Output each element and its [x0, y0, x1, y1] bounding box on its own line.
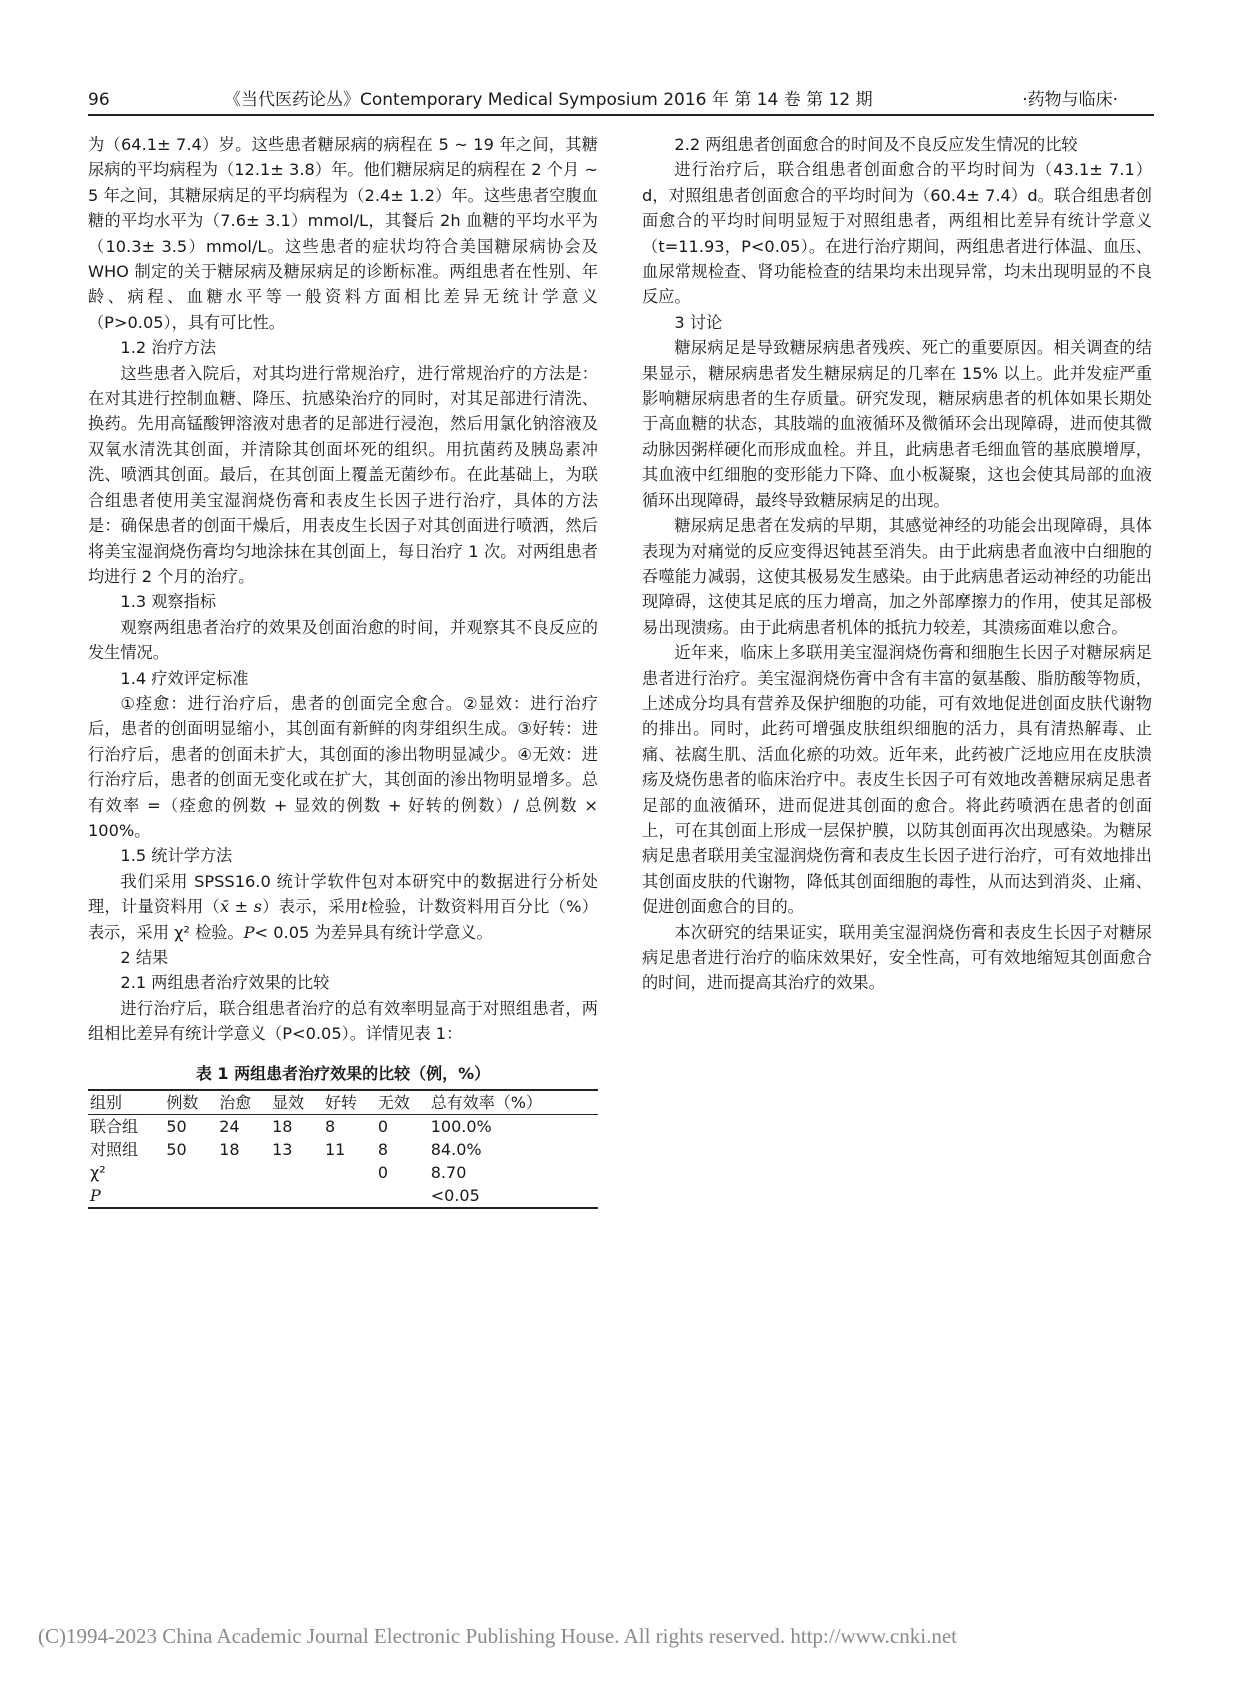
section-heading: 3 讨论 — [674, 312, 723, 332]
table-cell — [217, 1161, 270, 1184]
table-cell: 8 — [377, 1139, 389, 1159]
header-rule — [88, 114, 1154, 116]
table-cell: 100.0% — [430, 1116, 492, 1136]
paragraph: 糖尿病足患者在发病的早期，其感觉神经的功能会出现障碍，具体表现为对痛觉的反应变得迟钝甚至消失。由于此病患者血液中白细胞的吞噬能力减弱，这使其极易发生感染。由于此病患者运动神经的功能出现障碍，这使其足底的压力增高，加之外部摩擦力的作用，使其足部极易出现溃疡。由于此病患者机体的抵抗力较差，其溃疡面难以愈合。 — [642, 516, 1152, 637]
table-cell: 18 — [272, 1116, 293, 1136]
table-cell — [323, 1161, 376, 1184]
table-cell: <0.05 — [429, 1184, 598, 1208]
paragraph: 进行治疗后，联合组患者创面愈合的平均时间为（43.1± 7.1）d，对照组患者创面愈合的平均时间为（60.4± 7.4）d。联合组患者创面愈合的平均时间明显短于对照组患者，两组相比差异有统计学意义（t=11.93，P<0.05）。在进行治疗期间，两组患者进行体温、血压、血尿常规检查、肾功能检查的结果均未出现异常，均未出现明显的不良反应。 — [642, 160, 1152, 307]
page-number: 96 — [88, 90, 110, 110]
section-heading: 2.2 两组患者创面愈合的时间及不良反应发生情况的比较 — [674, 135, 1078, 154]
table-cell: P — [88, 1184, 164, 1208]
paragraph: ①痊愈：进行治疗后，患者的创面完全愈合。②显效：进行治疗后，患者的创面明显缩小，其创面有新鲜的肉芽组织生成。③好转：进行治疗后，患者的创面未扩大，其创面的渗出物明显减少。④无效：进行治疗后，患者的创面无变化或在扩大，其创面的渗出物明显增多。总有效率 =（痊愈的例数 + 显效的例数 + 好转的例数）/ 总例数 × 100%。 — [88, 693, 598, 840]
paragraph: 为（64.1± 7.4）岁。这些患者糖尿病的病程在 5 ~ 19 年之间，其糖尿病的平均病程为（12.1± 3.8）年。他们糖尿病足的病程在 2 个月 ~ 5 年之间，其糖尿病足的平均病程为（2.4± 1.2）年。这些患者空腹血糖的平均水平为（7.6± 3.1）mmol/L，其餐后 2h 血糖的平均水平为（10.3± 3.5）mmol/L。这些患者的症状均符合美国糖尿病协会及 WHO 制定的关于糖尿病及糖尿病足的诊断标准。两组患者在性别、年龄、病程、血糖水平等一般资料方面相比差异无统计学意义（P>0.05），具有可比性。 — [88, 135, 598, 332]
text-run: ）表示，采用 — [261, 897, 362, 917]
journal-title: 《当代医药论丛》Contemporary Medical Symposium 2016 年 第 14 卷 第 12 期 — [224, 90, 873, 110]
section-heading: 1.2 治疗方法 — [120, 338, 217, 358]
table-cell: 8 — [325, 1116, 336, 1136]
table-cell: 50 — [166, 1139, 187, 1159]
left-column — [88, 132, 598, 1209]
results-table — [88, 1089, 598, 1209]
right-column — [642, 132, 1152, 996]
text-run: < 0.05 为差异具有统计学意义。 — [254, 922, 493, 942]
page-header — [88, 86, 1154, 116]
formula-p: P — [243, 922, 255, 942]
table-row — [88, 1114, 598, 1138]
table-row — [88, 1138, 598, 1161]
table-cell: 0 — [377, 1162, 389, 1182]
table-cell — [270, 1184, 323, 1208]
table-cell: 8.70 — [430, 1162, 467, 1182]
column-header: 治愈 — [217, 1090, 270, 1115]
formula-mean-sd: x̄ ± s — [220, 897, 262, 917]
paragraph: 本次研究的结果证实，联用美宝湿润烧伤膏和表皮生长因子对糖尿病足患者进行治疗的临床效果好，安全性高，可有效地缩短其创面愈合的时间，进而提高其治疗的效果。 — [642, 922, 1152, 993]
column-header: 好转 — [323, 1090, 376, 1115]
table-cell — [270, 1161, 323, 1184]
column-header: 无效 — [376, 1090, 429, 1115]
formula-t: t — [361, 897, 368, 917]
section-heading: 1.4 疗效评定标准 — [120, 668, 249, 688]
column-header: 显效 — [270, 1090, 323, 1115]
section-heading: 2 结果 — [120, 948, 169, 967]
section-heading: 2.1 两组患者治疗效果的比较 — [120, 973, 330, 993]
table-cell — [164, 1161, 217, 1184]
column-header: 总有效率（%） — [429, 1090, 598, 1115]
table-cell — [164, 1184, 217, 1208]
table-cell: 13 — [272, 1139, 293, 1159]
text-run: 检验，计数资料用百分比（%）表示，采用 χ² 检验。 — [88, 897, 598, 942]
table-cell — [323, 1184, 376, 1208]
table-cell: 11 — [325, 1139, 346, 1159]
paragraph: 糖尿病足是导致糖尿病患者残疾、死亡的重要原因。相关调查的结果显示，糖尿病患者发生糖尿病足的几率在 15% 以上。此并发症严重影响糖尿病患者的生存质量。研究发现，糖尿病患者的机体如果长期处于高血糖的状态，其肢端的血液循环及微循环会出现障碍，进而使其微动脉因粥样硬化而形成血栓。并且，此病患者毛细血管的基底膜增厚，其血液中红细胞的变形能力下降、血小板凝聚，这也会使其局部的血液循环出现障碍，最终导致糖尿病足的出现。 — [642, 338, 1152, 510]
paragraph: 进行治疗后，联合组患者治疗的总有效率明显高于对照组患者，两组相比差异有统计学意义（P<0.05）。详情见表 1： — [88, 998, 598, 1044]
section-heading: 1.3 观察指标 — [120, 592, 217, 612]
table-cell: 联合组 — [90, 1116, 139, 1136]
section-heading: 1.5 统计学方法 — [120, 846, 233, 866]
table-header-row — [88, 1090, 598, 1115]
column-header: 例数 — [164, 1090, 217, 1115]
table-cell — [217, 1184, 270, 1208]
table-cell: 50 — [166, 1116, 187, 1136]
section-label: ·药物与临床· — [1022, 90, 1118, 110]
table-cell: 24 — [219, 1116, 240, 1136]
copyright-footer: (C)1994-2023 China Academic Journal Electronic Publishing House. All rights reserved. http://www.cnki.net — [38, 1624, 957, 1648]
table-cell: 对照组 — [90, 1139, 139, 1159]
text-run: 我们采用 SPSS16.0 统计学软件包对本研究中的数据进行分析处理，计量资料用（ — [88, 871, 598, 917]
table-caption: 表 1 两组患者治疗效果的比较（例，%） — [195, 1063, 491, 1083]
table-cell — [376, 1184, 429, 1208]
paragraph: 观察两组患者治疗的效果及创面治愈的时间，并观察其不良反应的发生情况。 — [88, 617, 598, 663]
table-row — [88, 1184, 598, 1208]
paragraph: 这些患者入院后，对其均进行常规治疗，进行常规治疗的方法是：在对其进行控制血糖、降压、抗感染治疗的同时，对其足部进行清洗、换药。先用高锰酸钾溶液对患者的足部进行浸泡，然后用氯化钠溶液及双氧水清洗其创面，并清除其创面坏死的组织。用抗菌药及胰岛素冲洗、喷洒其创面。最后，在其创面上覆盖无菌纱布。在此基础上，为联合组患者使用美宝湿润烧伤膏和表皮生长因子进行治疗，具体的方法是：确保患者的创面干燥后，用表皮生长因子对其创面进行喷洒，然后将美宝湿润烧伤膏均匀地涂抹在其创面上，每日治疗 1 次。对两组患者均进行 2 个月的治疗。 — [88, 363, 598, 586]
table-cell: χ² — [90, 1162, 106, 1182]
table-cell: 84.0% — [430, 1139, 482, 1159]
column-header: 组别 — [88, 1090, 164, 1115]
table-row — [88, 1161, 598, 1184]
paragraph-statistics — [88, 869, 598, 945]
table-cell: 18 — [219, 1139, 240, 1159]
paragraph: 近年来，临床上多联用美宝湿润烧伤膏和细胞生长因子对糖尿病足患者进行治疗。美宝湿润烧伤膏中含有丰富的氨基酸、脂肪酸等物质，上述成分均具有营养及保护细胞的功能，可有效地促进创面皮肤代谢物的排出。同时，此药可增强皮肤组织细胞的活力，具有清热解毒、止痛、祛腐生肌、活血化瘀的功效。近年来，此药被广泛地应用在皮肤溃疡及烧伤患者的临床治疗中。表皮生长因子可有效地改善糖尿病足患者足部的血液循环，进而促进其创面的愈合。将此药喷洒在患者的创面上，可在其创面上形成一层保护膜，以防其创面再次出现感染。为糖尿病足患者联用美宝湿润烧伤膏和表皮生长因子进行治疗，可有效地排出其创面皮肤的代谢物，降低其创面细胞的毒性，从而达到消炎、止痛、促进创面愈合的目的。 — [642, 643, 1152, 917]
table-cell: 0 — [377, 1116, 389, 1136]
